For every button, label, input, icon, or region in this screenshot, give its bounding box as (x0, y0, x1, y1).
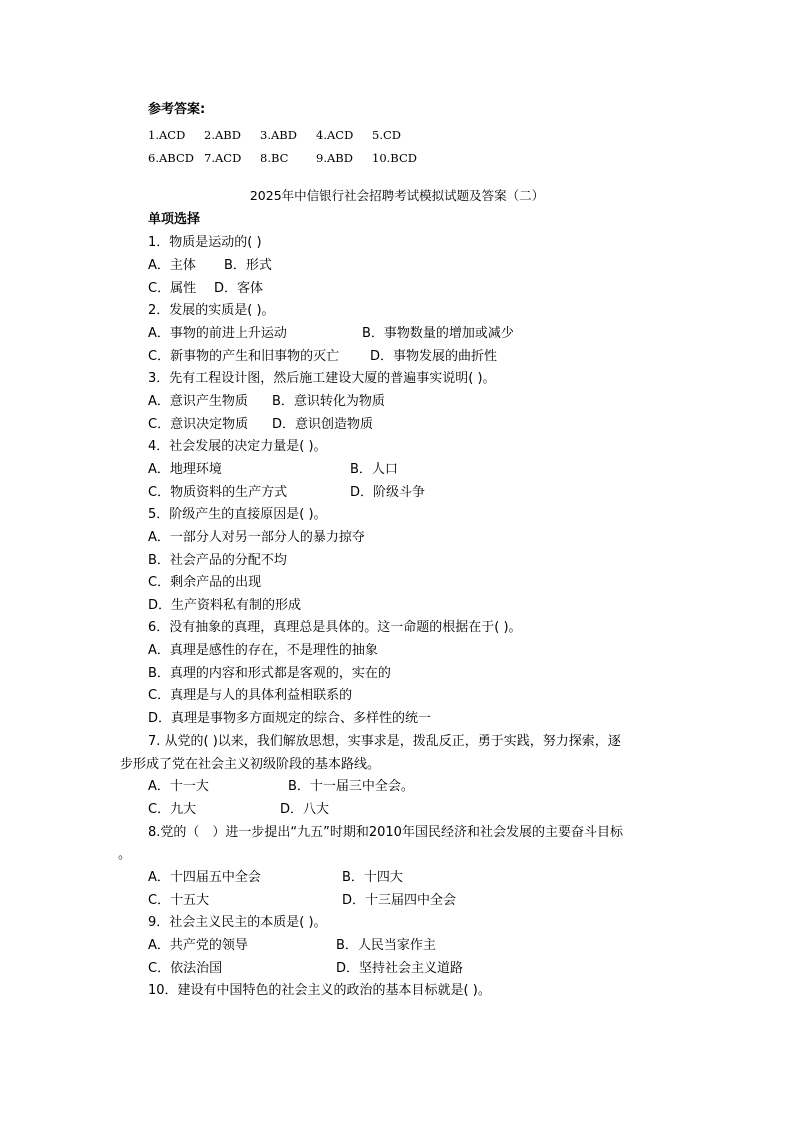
option-b: B．人口 (350, 462, 398, 477)
option-d: D．客体 (214, 281, 264, 296)
option-a: A．事物的前进上升运动 (148, 326, 287, 341)
option-c: C．真理是与人的具体利益相联系的 (148, 688, 353, 703)
option-a: A．真理是感性的存在，不是理性的抽象 (148, 643, 378, 658)
answer-item: 8.BC (260, 151, 289, 165)
question-6-stem: 6．没有抽象的真理，真理总是具体的。这一命题的根据在于( )。 (148, 620, 522, 635)
option-d: D．八大 (280, 802, 330, 817)
option-b: B．事物数量的增加或减少 (362, 326, 514, 341)
option-c: C．九大 (148, 802, 197, 817)
option-c: C．十五大 (148, 893, 210, 908)
question-1-options-cd (148, 280, 263, 298)
question-9-stem: 9．社会主义民主的本质是( )。 (148, 915, 327, 930)
answer-item: 10.BCD (372, 151, 417, 165)
option-b: B．十四大 (342, 870, 403, 885)
question-2-options-cd (148, 348, 497, 366)
question-4-options-cd (148, 484, 425, 502)
option-c: C．依法治国 (148, 961, 223, 976)
question-1-stem: 1．物质是运动的( ) (148, 235, 262, 250)
option-b: B．真理的内容和形式都是客观的，实在的 (148, 666, 391, 681)
question-9-options-cd (148, 960, 463, 978)
option-b: B．十一届三中全会。 (288, 779, 414, 794)
question-8-stem: 8.党的（ ）进一步提出“九五”时期和2010年国民经济和社会发展的主要奋斗目标 (148, 825, 623, 840)
option-a: A．主体 (148, 258, 196, 273)
question-5-stem: 5．阶级产生的直接原因是( )。 (148, 507, 327, 522)
option-a: A．地理环境 (148, 462, 222, 477)
option-d: D．意识创造物质 (272, 417, 374, 432)
answer-item: 2.ABD (204, 128, 241, 142)
answer-item: 3.ABD (260, 128, 297, 142)
page-title: 2025年中信银行社会招聘考试模拟试题及答案（二） (249, 188, 545, 203)
option-d: D．十三届四中全会 (342, 893, 457, 908)
question-7-options-ab (148, 778, 414, 796)
option-d: D．生产资料私有制的形成 (148, 598, 302, 613)
option-a: A．十四届五中全会 (148, 870, 261, 885)
question-4-options-ab (148, 461, 398, 479)
option-a: A．一部分人对另一部分人的暴力掠夺 (148, 530, 365, 545)
option-c: C．新事物的产生和旧事物的灭亡 (148, 349, 340, 364)
option-a: A．意识产生物质 (148, 394, 248, 409)
answer-item: 5.CD (372, 128, 401, 142)
option-c: C．属性 (148, 281, 197, 296)
option-d: D．事物发展的曲折性 (370, 349, 498, 364)
question-8-options-cd (148, 892, 456, 910)
question-9-options-ab (148, 937, 436, 955)
answer-item: 4.ACD (316, 128, 354, 142)
option-b: B．形式 (224, 258, 272, 273)
question-3-options-ab (148, 393, 385, 411)
option-d: D．阶级斗争 (350, 485, 426, 500)
option-a: A．十一大 (148, 779, 209, 794)
answers-row-2 (148, 149, 417, 167)
option-b: B．人民当家作主 (336, 938, 436, 953)
option-c: C．意识决定物质 (148, 417, 249, 432)
answer-item: 6.ABCD (148, 151, 194, 165)
answer-item: 7.ACD (204, 151, 242, 165)
option-d: D．真理是事物多方面规定的综合、多样性的统一 (148, 711, 432, 726)
option-b: B．意识转化为物质 (272, 394, 385, 409)
question-8-stem-continued: 。 (118, 847, 132, 862)
question-4-stem: 4．社会发展的决定力量是( )。 (148, 439, 327, 454)
question-1-options-ab (148, 257, 272, 275)
question-3-stem: 3．先有工程设计图，然后施工建设大厦的普遍事实说明( )。 (148, 371, 496, 386)
question-7-stem: 7. 从党的( )以来，我们解放思想，实事求是，拨乱反正，勇于实践，努力探索，逐 (148, 734, 621, 749)
question-2-options-ab (148, 325, 514, 343)
option-a: A．共产党的领导 (148, 938, 248, 953)
question-7-stem-continued: 步形成了党在社会主义初级阶段的基本路线。 (120, 757, 381, 772)
question-3-options-cd (148, 416, 373, 434)
option-b: B．社会产品的分配不均 (148, 553, 287, 568)
question-8-options-ab (148, 869, 403, 887)
answers-row-1 (148, 126, 401, 144)
question-10-stem: 10．建设有中国特色的社会主义的政治的基本目标就是( )。 (148, 983, 491, 998)
answers-heading: 参考答案: (148, 102, 206, 117)
answer-item: 1.ACD (148, 128, 186, 142)
section-heading: 单项选择 (148, 212, 201, 227)
answer-item: 9.ABD (316, 151, 353, 165)
option-d: D．坚持社会主义道路 (336, 961, 464, 976)
question-2-stem: 2．发展的实质是( )。 (148, 303, 275, 318)
option-c: C．物质资料的生产方式 (148, 485, 288, 500)
option-c: C．剩余产品的出现 (148, 575, 262, 590)
question-7-options-cd (148, 801, 329, 819)
